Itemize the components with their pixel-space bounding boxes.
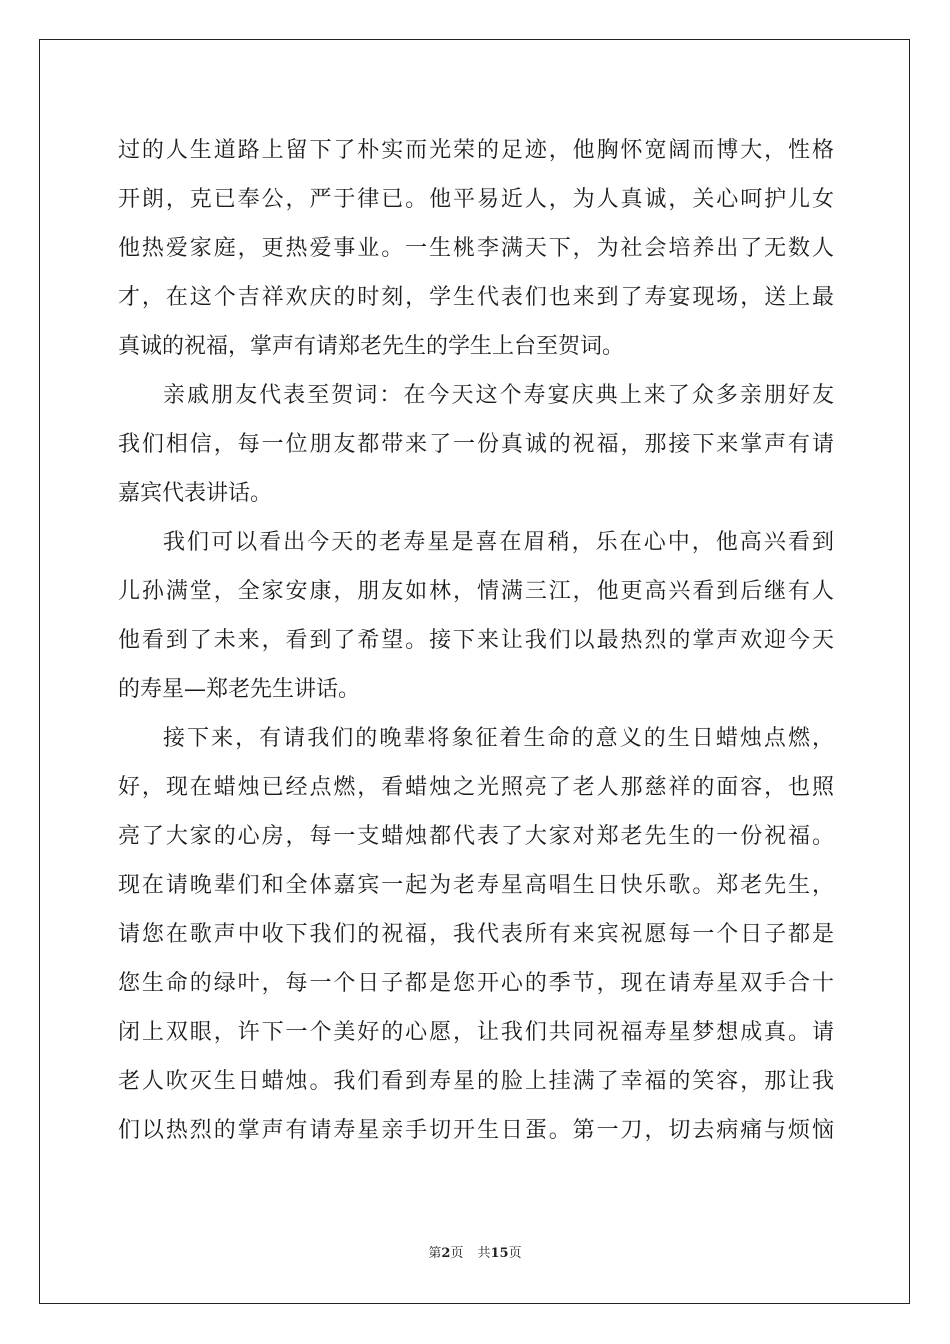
page-number-label: 第2页 <box>428 1246 464 1261</box>
body-text-line: 您生命的绿叶，每一个日子都是您开心的季节，现在请寿星双手合十 <box>118 971 834 996</box>
body-text-line: 闭上双眼，许下一个美好的心愿，让我们共同祝福寿星梦想成真。请 <box>118 1020 834 1045</box>
body-text-line: 亲戚朋友代表至贺词：在今天这个寿宴庆典上来了众多亲朋好友 <box>163 383 834 408</box>
body-text-line: 好，现在蜡烛已经点燃，看蜡烛之光照亮了老人那慈祥的面容，也照 <box>118 775 834 800</box>
body-text-line: 现在请晚辈们和全体嘉宾一起为老寿星高唱生日快乐歌。郑老先生， <box>118 873 834 898</box>
body-text-line: 儿孙满堂，全家安康，朋友如林，情满三江，他更高兴看到后继有人 <box>118 579 834 604</box>
body-text-line: 老人吹灭生日蜡烛。我们看到寿星的脸上挂满了幸福的笑容，那让我 <box>118 1069 834 1094</box>
body-text-line: 我们可以看出今天的老寿星是喜在眉稍，乐在心中，他高兴看到 <box>163 530 834 555</box>
page-footer <box>0 1244 950 1264</box>
body-text-line: 的寿星—郑老先生讲话。 <box>118 677 361 702</box>
body-text-line: 才，在这个吉祥欢庆的时刻，学生代表们也来到了寿宴现场，送上最 <box>118 285 834 310</box>
body-text-line: 亮了大家的心房，每一支蜡烛都代表了大家对郑老先生的一份祝福。 <box>118 824 834 849</box>
body-text-line: 们以热烈的掌声有请寿星亲手切开生日蛋。第一刀，切去病痛与烦恼 <box>118 1118 834 1143</box>
body-text-line: 他看到了未来，看到了希望。接下来让我们以最热烈的掌声欢迎今天 <box>118 628 834 653</box>
body-text-line: 开朗，克已奉公，严于律已。他平易近人，为人真诚，关心呵护儿女 <box>118 187 834 212</box>
page-total-label: 共15页 <box>477 1246 522 1261</box>
body-text-line: 过的人生道路上留下了朴实而光荣的足迹，他胸怀宽阔而博大，性格 <box>118 138 834 163</box>
body-text-line: 我们相信，每一位朋友都带来了一份真诚的祝福，那接下来掌声有请 <box>118 432 834 457</box>
body-text-line: 真诚的祝福，掌声有请郑老先生的学生上台至贺词。 <box>118 334 625 359</box>
body-text-line: 接下来，有请我们的晚辈将象征着生命的意义的生日蜡烛点燃， <box>163 726 834 751</box>
body-text-line: 请您在歌声中收下我们的祝福，我代表所有来宾祝愿每一个日子都是 <box>118 922 834 947</box>
body-text-line: 嘉宾代表讲话。 <box>118 481 273 506</box>
body-text-line: 他热爱家庭，更热爱事业。一生桃李满天下，为社会培养出了无数人 <box>118 236 834 261</box>
